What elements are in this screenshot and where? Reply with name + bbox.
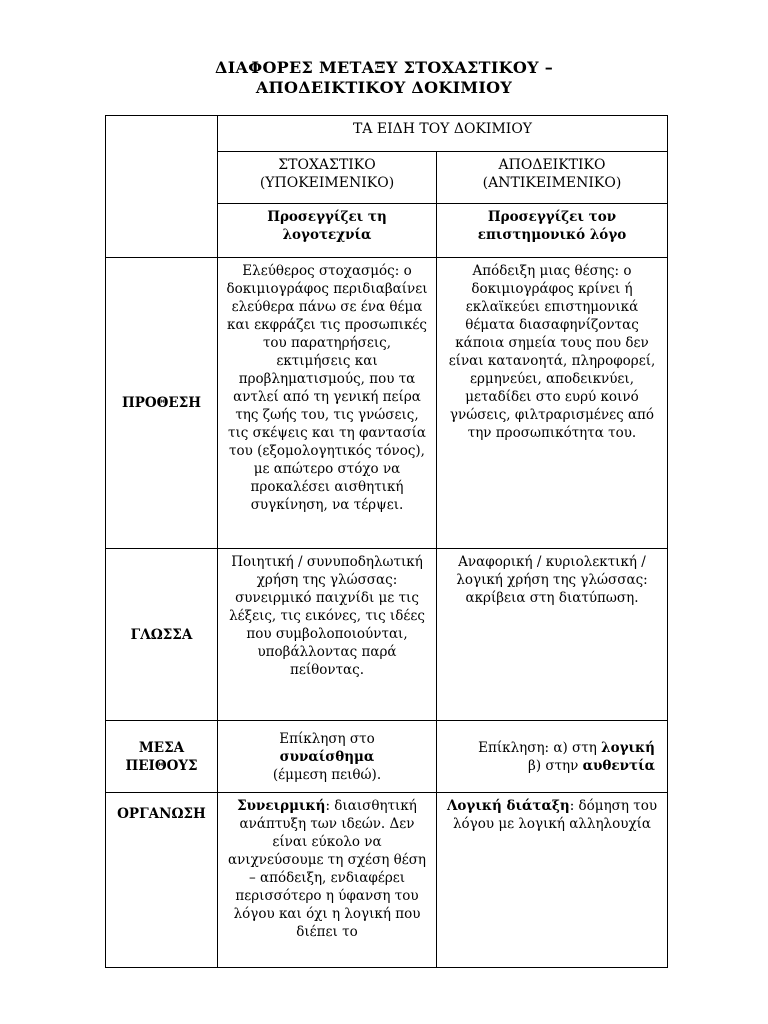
column-apodeiktiko-name: ΑΠΟΔΕΙΚΤΙΚΟ (498, 157, 606, 173)
purpose-label: ΠΡΟΘΕΣΗ (106, 258, 218, 549)
means-apodeiktiko (437, 721, 668, 793)
language-apodeiktiko: Αναφορική / κυριολεκτική / λογική χρήση της γλώσσας: ακρίβεια στη διατύπωση. (437, 549, 668, 721)
organization-apodeiktiko (437, 793, 668, 968)
means-apodeiktiko-prefix-1: Επίκληση: α) στη (478, 739, 597, 756)
means-apodeiktiko-line-2 (443, 757, 655, 775)
column-stochastic-subtitle: (ΥΠΟΚΕΙΜΕΝΙΚΟ) (259, 175, 395, 191)
language-row (106, 549, 668, 721)
language-label: ΓΛΩΣΣΑ (106, 549, 218, 721)
means-stochastic-line-3: (έμμεση πειθώ). (272, 766, 382, 783)
column-stochastic-name: ΣΤΟΧΑΣΤΙΚΟ (278, 157, 376, 173)
organization-stochastic-emphasis: Συνειρμική (237, 798, 326, 814)
organization-stochastic (218, 793, 437, 968)
empty-corner-cell (106, 116, 218, 258)
organization-apodeiktiko-text: : δόμηση του λόγου με λογική αλληλουχία (452, 798, 658, 832)
approach-stochastic: Προσεγγίζει τη λογοτεχνία (218, 204, 437, 258)
means-stochastic-emphasis: συναίσθημα (279, 748, 375, 765)
means-label (106, 721, 218, 793)
title-line-2: ΑΠΟΔΕΙΚΤΙΚΟΥ ΔΟΚΙΜΙΟΥ (255, 78, 513, 97)
column-stochastic-heading (218, 152, 437, 204)
title-line-1: ΔΙΑΦΟΡΕΣ ΜΕΤΑΞΥ ΣΤΟΧΑΣΤΙΚΟΥ – (215, 58, 553, 77)
purpose-apodeiktiko: Απόδειξη μιας θέσης: ο δοκιμιογράφος κρίνει ή εκλαϊκεύει επιστημονικά θέματα διασαφηνίζοντας κάποια σημεία τους που δεν είναι κατανοητά, πληροφορεί, ερμηνεύει, αποδεικνύει, μεταδίδει στο ευρύ κοινό γνώσεις, φιλτραρισμένες από την προσωπικότητα του. (437, 258, 668, 549)
table-header-cell: ΤΑ ΕΙΔΗ ΤΟΥ ΔΟΚΙΜΙΟΥ (218, 116, 668, 152)
means-apodeiktiko-logic: λογική (601, 739, 655, 756)
purpose-stochastic: Ελεύθερος στοχασμός: ο δοκιμιογράφος περιδιαβαίνει ελεύθερα πάνω σε ένα θέμα και εκφράζει τις προσωπικές του παρατηρήσεις, εκτιμήσεις και προβληματισμούς, που τα αντλεί από τη γενική πείρα της ζωής του, τις γνώσεις, τις σκέψεις και τη φαντασία του (εξομολογητικός τόνος), με απώτερο στόχο να προκαλέσει αισθητική συγκίνηση, να τέρψει. (218, 258, 437, 549)
means-stochastic-line-1: Επίκληση στο (279, 730, 375, 747)
means-apodeiktiko-prefix-2: β) στην (528, 757, 579, 774)
column-apodeiktiko-heading (437, 152, 668, 204)
means-apodeiktiko-authority: αυθεντία (582, 757, 655, 774)
organization-stochastic-text: : διαισθητική ανάπτυξη των ιδεών. Δεν είναι εύκολο να ανιχνεύσουμε τη σχέση θέση – απόδειξη, ενδιαφέρει περισσότερο η ύφανση του λόγου και όχι η λογική που διέπει το (227, 798, 427, 940)
organization-label: ΟΡΓΑΝΩΣΗ (106, 793, 218, 968)
approach-apodeiktiko: Προσεγγίζει τον επιστημονικό λόγο (437, 204, 668, 258)
comparison-table (105, 115, 668, 968)
means-stochastic (218, 721, 437, 793)
means-apodeiktiko-line-1 (443, 739, 655, 757)
purpose-row (106, 258, 668, 549)
table-header-row (106, 116, 668, 152)
organization-row (106, 793, 668, 968)
means-label-line-1: ΜΕΣΑ (138, 739, 185, 756)
means-label-line-2: ΠΕΙΘΟΥΣ (125, 757, 198, 774)
column-apodeiktiko-subtitle: (ΑΝΤΙΚΕΙΜΕΝΙΚΟ) (482, 175, 622, 191)
organization-apodeiktiko-emphasis: Λογική διάταξη (446, 798, 570, 814)
page-title (0, 58, 768, 98)
language-stochastic: Ποιητική / συνυποδηλωτική χρήση της γλώσσας: συνειρμικό παιχνίδι με τις λέξεις, τις εικόνες, τις ιδέες που συμβολοποιούνται, υποβάλλοντας παρά πείθοντας. (218, 549, 437, 721)
means-row (106, 721, 668, 793)
